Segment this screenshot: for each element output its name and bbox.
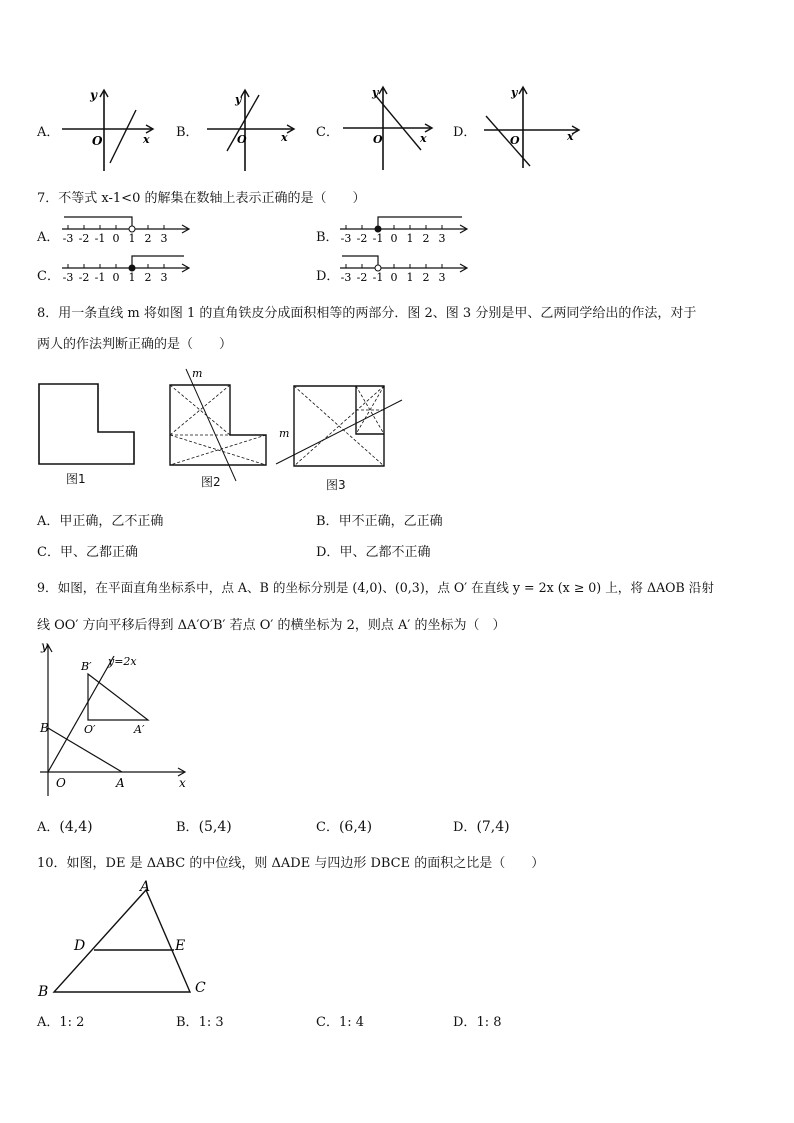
number-line-tick-label: -1: [94, 232, 106, 245]
q7-option-c-letter: C．: [37, 269, 60, 284]
q6-option-a-letter: A．: [37, 125, 60, 140]
q10-option-c-letter: C．: [316, 1015, 339, 1030]
solution-bracket: [64, 217, 132, 226]
number-line-tick-label: 0: [390, 271, 398, 284]
q9-a-prime-label: A′: [134, 723, 145, 736]
q10-stem: 10．如图，DE 是 ΔABC 的中位线，则 ΔADE 与四边形 DBCE 的面积之比是（ ）: [37, 856, 545, 871]
number-line-tick-label: 1: [406, 232, 414, 245]
q7-number-line-b: [338, 215, 473, 250]
q8-figure-2: [168, 365, 273, 490]
q8-option-a-letter: A．: [37, 514, 60, 529]
q8-option-d: [316, 541, 430, 560]
q10-d-label: D: [74, 938, 86, 954]
q9-coordinate-figure: [30, 640, 200, 800]
q10-option-a-text: 1: 2: [59, 1015, 85, 1030]
q8-figure-3-m-label: m: [279, 427, 290, 440]
q6-c-y-label: y: [372, 86, 379, 99]
number-line-tick-label: 1: [406, 271, 414, 284]
q8-option-b-letter: B．: [316, 514, 339, 529]
open-point: [375, 265, 381, 271]
q10-option-d-letter: D．: [453, 1015, 477, 1030]
solution-bracket: [378, 217, 462, 226]
q9-stem-line1: 9．如图，在平面直角坐标系中，点 A、B 的坐标分别是 (4,0)、(0,3)，点 O′ 在直线 y = 2x (x ≥ 0) 上，将 ΔAOB 沿射: [37, 580, 714, 595]
number-line-tick-label: 3: [160, 271, 168, 284]
q8-figure-3: [272, 376, 407, 476]
q9-option-a: [37, 816, 93, 835]
number-line-tick-label: -1: [94, 271, 106, 284]
q7-option-b-letter: B．: [316, 230, 339, 245]
q8-figure-2-m-label: m: [192, 367, 203, 380]
q8-figure-3-label: 图3: [326, 478, 346, 492]
q7-number-line-c: [60, 254, 195, 289]
q10-option-d-text: 1: 8: [476, 1015, 502, 1030]
number-line-tick-label: 0: [112, 271, 120, 284]
number-line-tick-label: 1: [128, 232, 136, 245]
q7-option-d-letter: D．: [316, 269, 340, 284]
q10-option-b: [176, 1011, 224, 1030]
number-line-tick-label: -1: [372, 232, 384, 245]
number-line-tick-label: -1: [372, 271, 384, 284]
q8-option-b: [316, 510, 443, 529]
number-line-tick-label: 0: [112, 232, 120, 245]
q8-option-c-text: 甲、乙都正确: [59, 545, 138, 560]
q9-option-c: [316, 816, 372, 835]
q9-b-label: B: [40, 721, 49, 735]
q9-option-d: [453, 816, 510, 835]
q9-line-label: y=2x: [108, 655, 137, 668]
number-line-tick-label: 2: [144, 232, 152, 245]
q10-option-b-letter: B．: [176, 1015, 199, 1030]
number-line-tick-label: 3: [438, 271, 446, 284]
q7-number-line-a: [60, 215, 195, 250]
q7-option-a-letter: A．: [37, 230, 60, 245]
q10-triangle-figure: [34, 876, 214, 1001]
number-line-tick-label: 2: [422, 232, 430, 245]
q10-e-label: E: [175, 938, 186, 954]
q9-option-b-text: (5,4): [198, 819, 232, 835]
number-line-tick-label: 3: [160, 232, 168, 245]
q10-option-c-text: 1: 4: [338, 1015, 365, 1030]
q10-option-a: [37, 1011, 84, 1030]
q6-b-y-label: y: [235, 93, 242, 106]
solution-bracket: [132, 256, 184, 265]
q10-option-b-text: 1: 3: [198, 1015, 224, 1030]
number-line-tick-label: -3: [62, 232, 74, 245]
q8-option-a-text: 甲正确，乙不正确: [59, 514, 164, 529]
q9-x-label: x: [179, 776, 186, 790]
q9-option-d-letter: D．: [453, 820, 477, 835]
q9-a-label: A: [116, 776, 125, 790]
q10-b-label: B: [38, 984, 49, 1000]
q6-a-x-label: x: [143, 133, 150, 146]
q6-b-x-label: x: [281, 131, 288, 144]
q6-b-origin: O: [237, 133, 247, 146]
q7-stem: 7．不等式 x-1<0 的解集在数轴上表示正确的是（ ）: [37, 191, 366, 206]
q8-stem-line1: 8．用一条直线 m 将如图 1 的直角铁皮分成面积相等的两部分．图 2、图 3 分别是甲、乙两同学给出的作法，对于: [37, 306, 697, 321]
q6-graph-c: [343, 82, 438, 172]
q8-option-c: [37, 541, 138, 560]
q8-stem-line2: 两人的作法判断正确的是（ ）: [37, 337, 233, 352]
number-line-tick-label: -3: [62, 271, 74, 284]
number-line-tick-label: 2: [144, 271, 152, 284]
q10-option-a-letter: A．: [37, 1015, 60, 1030]
q6-c-origin: O: [373, 133, 383, 146]
q9-stem-line2: 线 OO′ 方向平移后得到 ΔA′O′B′ 若点 O′ 的横坐标为 2，则点 A′ 的坐标为（ ）: [37, 618, 506, 633]
q6-option-c-letter: C．: [316, 125, 339, 140]
number-line-tick-label: 2: [422, 271, 430, 284]
q6-graph-b: [205, 85, 300, 175]
q9-option-b: [176, 816, 232, 835]
closed-point: [129, 265, 135, 271]
q6-a-y-label: y: [90, 88, 97, 102]
q6-d-y-label: y: [511, 86, 518, 99]
q9-option-b-letter: B．: [176, 820, 199, 835]
q9-b-prime-label: B′: [81, 660, 92, 673]
open-point: [129, 226, 135, 232]
q6-graph-d: [478, 82, 588, 172]
number-line-tick-label: 0: [390, 232, 398, 245]
q9-option-c-letter: C．: [316, 820, 339, 835]
closed-point: [375, 226, 381, 232]
q9-option-c-text: (6,4): [338, 819, 373, 835]
number-line-tick-label: -2: [78, 232, 90, 245]
q6-graph-a: [60, 85, 160, 175]
number-line-tick-label: -2: [356, 232, 368, 245]
number-line-tick-label: 1: [128, 271, 136, 284]
q8-option-d-letter: D．: [316, 545, 340, 560]
q6-option-d-letter: D．: [453, 125, 477, 140]
q8-option-b-text: 甲不正确，乙正确: [338, 514, 443, 529]
q9-option-a-text: (4,4): [59, 819, 93, 835]
q6-d-x-label: x: [567, 130, 574, 143]
q8-option-a: [37, 510, 163, 529]
solution-bracket: [342, 256, 378, 265]
q8-option-d-text: 甲、乙都不正确: [339, 545, 431, 560]
q8-figure-1: [38, 382, 138, 467]
q8-figure-2-label: 图2: [201, 475, 221, 489]
q10-c-label: C: [195, 980, 206, 996]
q8-figure-1-label: 图1: [66, 472, 86, 486]
q9-o-prime-label: O′: [84, 723, 96, 736]
number-line-tick-label: 3: [438, 232, 446, 245]
q6-d-origin: O: [510, 134, 520, 147]
q9-option-a-letter: A．: [37, 820, 60, 835]
q9-option-d-text: (7,4): [476, 819, 510, 835]
number-line-tick-label: -3: [340, 232, 352, 245]
q10-a-label: A: [140, 879, 151, 895]
number-line-tick-label: -3: [340, 271, 352, 284]
number-line-tick-label: -2: [356, 271, 368, 284]
q6-a-origin: O: [92, 134, 103, 148]
q10-option-d: [453, 1011, 502, 1030]
q9-y-label: y: [41, 639, 48, 653]
q6-c-x-label: x: [420, 132, 427, 145]
number-line-tick-label: -2: [78, 271, 90, 284]
q9-o-label: O: [56, 776, 66, 790]
q6-option-b-letter: B．: [176, 125, 199, 140]
q8-option-c-letter: C．: [37, 545, 60, 560]
q10-option-c: [316, 1011, 364, 1030]
q7-number-line-d: [338, 254, 473, 289]
